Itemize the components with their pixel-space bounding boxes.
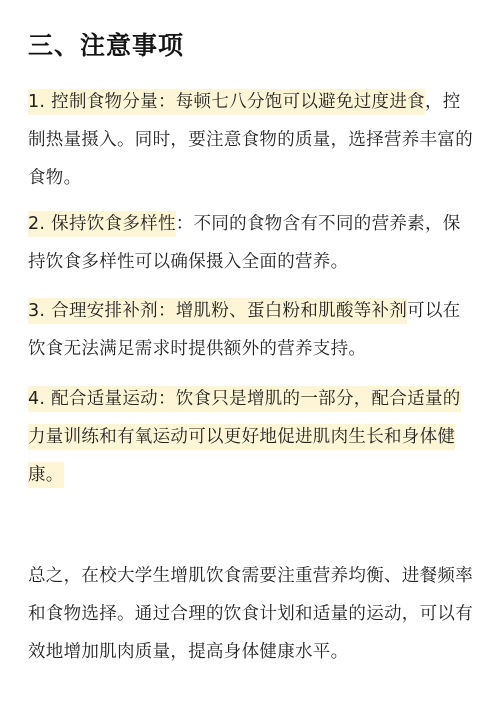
note-item-exercise: [28, 380, 474, 494]
body-text: ：不同的食物含有不同的营养素，保持饮食多样性可以确保摄入全面的营养。: [28, 214, 461, 272]
highlighted-text: 2. 保持饮食多样性: [28, 211, 176, 237]
body-text: 可以在饮食无法满足需求时提供额外的营养支持。: [28, 301, 461, 359]
highlighted-text: 1. 控制食物分量：每顿七八分饱可以避免过度进食: [28, 89, 425, 115]
note-item-portion-control: [28, 83, 474, 197]
body-text: ，控制热量摄入。同时，要注意食物的质量，选择营养丰富的食物。: [28, 92, 473, 188]
section-heading: 三、注意事项: [28, 31, 185, 60]
summary-paragraph: 总之，在校大学生增肌饮食需要注重营养均衡、进餐频率和食物选择。通过合理的饮食计划和适量的运动，可以有效地增加肌肉质量，提高身体健康水平。: [28, 566, 473, 662]
note-item-supplements: [28, 292, 474, 368]
note-item-diet-variety: [28, 205, 474, 281]
highlighted-text: 4. 配合适量运动：饮食只是增肌的一部分，配合适量的力量训练和有氧运动可以更好地促进肌肉生长和身体健康。: [28, 386, 461, 488]
highlighted-text: 3. 合理安排补剂：增肌粉、蛋白粉和肌酸等补剂: [28, 298, 407, 324]
